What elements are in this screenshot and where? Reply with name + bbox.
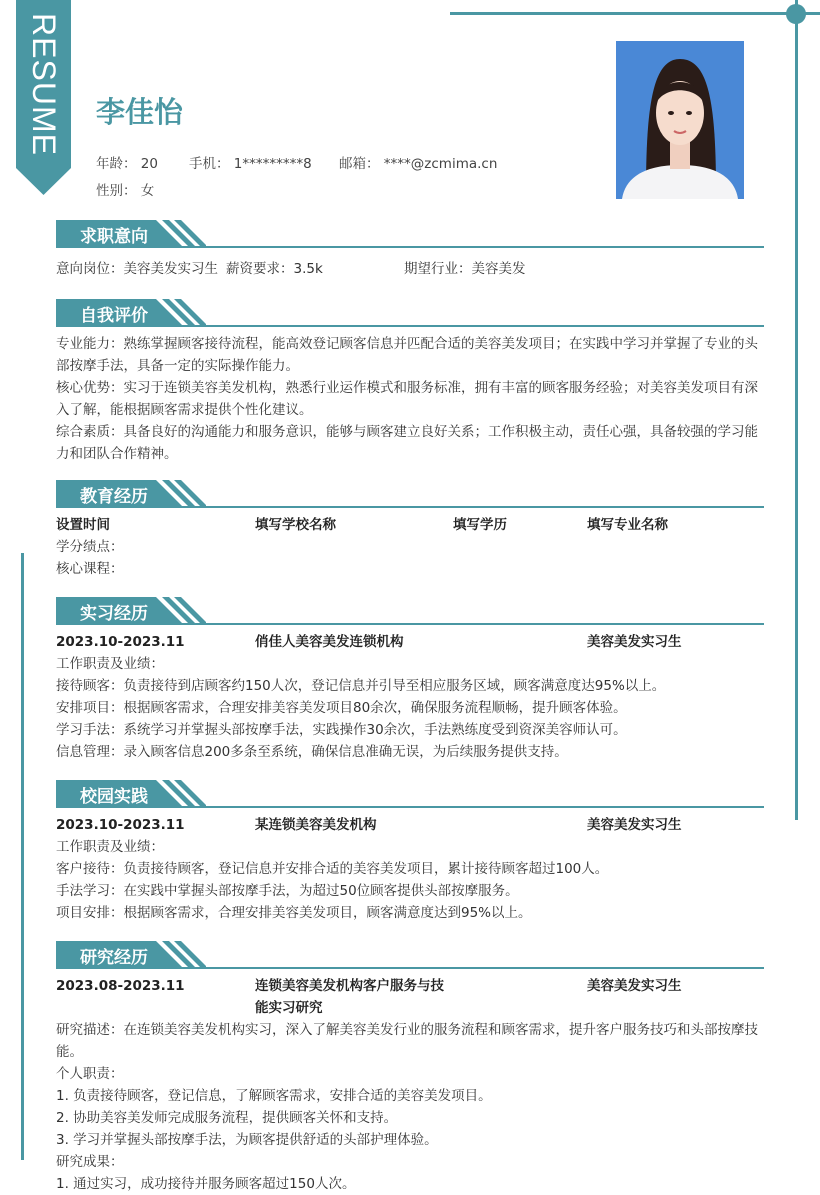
decorative-dot xyxy=(786,4,806,24)
section-title: 求职意向 xyxy=(80,227,148,247)
entry-col-3 xyxy=(453,975,587,1019)
entry-header-row xyxy=(56,814,764,836)
section-4 xyxy=(56,597,764,763)
section-title: 自我评价 xyxy=(80,306,148,326)
text-line: 学分绩点： xyxy=(56,539,124,555)
entry-col-4: 美容美发实习生 xyxy=(587,978,682,994)
entry-col-1: 2023.10-2023.11 xyxy=(56,817,185,833)
decorative-left-line xyxy=(21,553,24,1160)
text-line: 客户接待：负责接待顾客，登记信息并安排合适的美容美发项目，累计接待顾客超过100人。 xyxy=(56,861,609,877)
text-line: 安排项目：根据顾客需求，合理安排美容美发项目80余次，确保服务流程顺畅，提升顾客体验。 xyxy=(56,700,627,716)
section-header xyxy=(56,597,764,625)
text-line: 工作职责及业绩： xyxy=(56,656,164,672)
entry-col-1: 2023.10-2023.11 xyxy=(56,634,185,650)
text-line: 信息管理：录入顾客信息200多条至系统，确保信息准确无误，为后续服务提供支持。 xyxy=(56,744,568,760)
gender-field: 性别： 女 xyxy=(96,183,155,199)
entry-col-3 xyxy=(453,814,587,836)
text-line: 3. 学习并掌握头部按摩手法，为顾客提供舒适的头部护理体验。 xyxy=(56,1132,438,1148)
text-line: 个人职责： xyxy=(56,1066,124,1082)
section-body xyxy=(56,625,764,763)
text-line: 项目安排：根据顾客需求，合理安排美容美发项目，顾客满意度达到95%以上。 xyxy=(56,905,532,921)
section-header xyxy=(56,480,764,508)
text-line: 接待顾客：负责接待到店顾客约150人次，登记信息并引导至相应服务区域，顾客满意度达95%以上。 xyxy=(56,678,666,694)
intent-position: 意向岗位：美容美发实习生 xyxy=(56,261,218,277)
age-field: 年龄： 20 xyxy=(96,156,158,172)
entry-col-1: 设置时间 xyxy=(56,517,110,533)
entry-col-4: 美容美发实习生 xyxy=(587,634,682,650)
entry-col-2: 某连锁美容美发机构 xyxy=(255,817,377,833)
section-body xyxy=(56,248,764,280)
text-line: 工作职责及业绩： xyxy=(56,839,164,855)
phone-field: 手机： 1*********8 xyxy=(189,156,312,172)
section-1 xyxy=(56,220,764,280)
intent-salary: 薪资要求：3.5k xyxy=(226,261,323,277)
entry-header-row xyxy=(56,631,764,653)
text-line: 1. 通过实习，成功接待并服务顾客超过150人次。 xyxy=(56,1176,356,1192)
entry-header-row xyxy=(56,514,764,536)
text-line: 研究描述：在连锁美容美发机构实习，深入了解美容美发行业的服务流程和顾客需求，提升客户服务技巧和头部按摩技能。 xyxy=(56,1022,758,1060)
entry-col-2: 填写学校名称 xyxy=(255,517,336,533)
section-body xyxy=(56,808,764,924)
text-line: 2. 协助美容美发师完成服务流程，提供顾客关怀和支持。 xyxy=(56,1110,398,1126)
entry-col-2: 连锁美容美发机构客户服务与技能实习研究 xyxy=(255,978,444,1016)
text-line: 1. 负责接待顾客，登记信息，了解顾客需求，安排合适的美容美发项目。 xyxy=(56,1088,492,1104)
text-line: 手法学习：在实践中掌握头部按摩手法，为超过50位顾客提供头部按摩服务。 xyxy=(56,883,519,899)
resume-ribbon xyxy=(16,0,71,195)
section-header xyxy=(56,780,764,808)
text-line: 专业能力：熟练掌握顾客接待流程，能高效登记顾客信息并匹配合适的美容美发项目；在实践中学习并掌握了专业的头部按摩手法，具备一定的实际操作能力。 xyxy=(56,336,758,374)
section-6 xyxy=(56,941,764,1195)
intent-industry: 期望行业：美容美发 xyxy=(404,261,526,277)
text-line: 研究成果： xyxy=(56,1154,124,1170)
section-title: 实习经历 xyxy=(80,604,148,624)
text-line: 核心课程： xyxy=(56,561,124,577)
candidate-name: 李佳怡 xyxy=(96,95,184,129)
entry-col-3 xyxy=(453,631,587,653)
section-body xyxy=(56,508,764,580)
section-3 xyxy=(56,480,764,580)
decorative-top-line xyxy=(450,12,820,15)
text-line: 核心优势：实习于连锁美容美发机构，熟悉行业运作模式和服务标准，拥有丰富的顾客服务经验；对美容美发项目有深入了解，能根据顾客需求提供个性化建议。 xyxy=(56,380,758,418)
section-body xyxy=(56,969,764,1195)
entry-col-4: 美容美发实习生 xyxy=(587,817,682,833)
profile-photo xyxy=(616,41,744,199)
entry-col-3: 填写学历 xyxy=(453,517,507,533)
text-line: 学习手法：系统学习并掌握头部按摩手法，实践操作30余次，手法熟练度受到资深美容师认可。 xyxy=(56,722,627,738)
decorative-right-line xyxy=(795,0,798,820)
section-title: 教育经历 xyxy=(80,487,148,507)
section-header xyxy=(56,299,764,327)
section-2 xyxy=(56,299,764,465)
section-5 xyxy=(56,780,764,924)
resume-label: RESUME xyxy=(26,12,62,156)
entry-col-2: 俏佳人美容美发连锁机构 xyxy=(255,634,404,650)
text-line: 综合素质：具备良好的沟通能力和服务意识，能够与顾客建立良好关系；工作积极主动，责任心强，具备较强的学习能力和团队合作精神。 xyxy=(56,424,758,462)
section-body xyxy=(56,327,764,465)
entry-col-4: 填写专业名称 xyxy=(587,517,668,533)
entry-col-1: 2023.08-2023.11 xyxy=(56,978,185,994)
entry-header-row xyxy=(56,975,764,1019)
section-header xyxy=(56,220,764,248)
intent-row xyxy=(56,254,764,280)
section-title: 校园实践 xyxy=(80,787,148,807)
section-title: 研究经历 xyxy=(80,948,148,968)
section-header xyxy=(56,941,764,969)
email-field: 邮箱： ****@zcmima.cn xyxy=(339,156,498,172)
